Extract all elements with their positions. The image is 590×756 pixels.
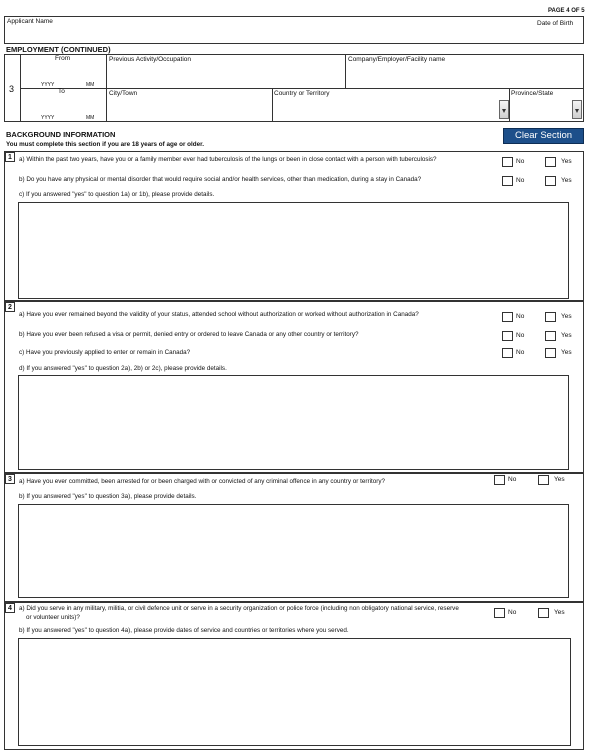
question-3-number: 3 <box>5 474 15 484</box>
q2c-no-checkbox[interactable] <box>502 348 513 358</box>
question-3a-text: a) Have you ever committed, been arrested for or been charged with or convicted of any criminal offence in any country or territory? <box>19 478 385 485</box>
to-yyyy-label: YYYY <box>41 115 55 121</box>
applicant-name-field[interactable] <box>4 16 584 44</box>
q4a-no-label: No <box>508 609 517 616</box>
q2a-no-label: No <box>516 313 525 320</box>
province-dropdown-arrow-icon[interactable] <box>572 100 582 119</box>
q3a-yes-checkbox[interactable] <box>538 475 549 485</box>
q1b-no-checkbox[interactable] <box>502 176 513 186</box>
previous-activity-label: Previous Activity/Occupation <box>109 56 192 63</box>
question-4a-text: a) Did you serve in any military, militia, or civil defence unit or serve in a security organization or police force (including non obligatory national service, reserve <box>19 605 459 612</box>
question-4a-text-continued: or volunteer units)? <box>26 614 80 621</box>
q4a-yes-label: Yes <box>554 609 565 616</box>
applicant-name-label: Applicant Name <box>7 18 53 25</box>
background-section-title: BACKGROUND INFORMATION <box>6 130 116 139</box>
question-2c-text: c) Have you previously applied to enter or remain in Canada? <box>19 349 191 356</box>
q4-details-textarea[interactable] <box>18 638 571 746</box>
q2c-yes-checkbox[interactable] <box>545 348 556 358</box>
question-4-number: 4 <box>5 603 15 613</box>
q3a-no-label: No <box>508 476 517 483</box>
from-mm-label: MM <box>86 82 95 88</box>
question-1a-text: a) Within the past two years, have you or a family member ever had tuberculosis of the lungs or been in close contact with a person with tuberculosis? <box>19 156 437 163</box>
question-2-number: 2 <box>5 302 15 312</box>
question-2a-text: a) Have you ever remained beyond the validity of your status, attended school without authorization or worked without authorization in Canada? <box>19 311 419 318</box>
q2b-no-checkbox[interactable] <box>502 331 513 341</box>
q1a-yes-label: Yes <box>561 158 572 165</box>
q2b-yes-checkbox[interactable] <box>545 331 556 341</box>
to-label: To <box>58 88 65 95</box>
to-mm-label: MM <box>86 115 95 121</box>
country-select[interactable] <box>273 89 508 121</box>
q2b-no-label: No <box>516 332 525 339</box>
employment-row-number: 3 <box>9 84 15 94</box>
q1a-no-label: No <box>516 158 525 165</box>
question-1b-text: b) Do you have any physical or mental disorder that would require social and/or health services, other than medication, during a stay in Canada? <box>19 176 422 183</box>
q4a-no-checkbox[interactable] <box>494 608 505 618</box>
q2b-yes-label: Yes <box>561 332 572 339</box>
company-label: Company/Employer/Facility name <box>348 56 446 63</box>
from-label: From <box>55 55 71 62</box>
company-field[interactable] <box>346 55 583 87</box>
q1a-no-checkbox[interactable] <box>502 157 513 167</box>
country-dropdown-arrow-icon[interactable] <box>499 100 509 119</box>
province-label: Province/State <box>511 90 554 97</box>
q3a-no-checkbox[interactable] <box>494 475 505 485</box>
q1b-yes-checkbox[interactable] <box>545 176 556 186</box>
q2c-yes-label: Yes <box>561 349 572 356</box>
question-3b-text: b) If you answered "yes" to question 3a), please provide details. <box>19 493 197 500</box>
q2c-no-label: No <box>516 349 525 356</box>
q1a-yes-checkbox[interactable] <box>545 157 556 167</box>
q1b-yes-label: Yes <box>561 177 572 184</box>
question-2d-text: d) If you answered "yes" to question 2a), 2b) or 2c), please provide details. <box>19 365 227 372</box>
q1b-no-label: No <box>516 177 525 184</box>
city-label: City/Town <box>109 90 138 97</box>
q2a-yes-label: Yes <box>561 313 572 320</box>
q2a-yes-checkbox[interactable] <box>545 312 556 322</box>
background-subtitle: You must complete this section if you are 18 years of age or older. <box>6 141 204 148</box>
question-2b-text: b) Have you ever been refused a visa or permit, denied entry or ordered to leave Canada or any other country or territory? <box>19 331 359 338</box>
q2-details-textarea[interactable] <box>18 375 569 470</box>
employment-section-title: EMPLOYMENT (CONTINUED) <box>6 45 111 54</box>
page-number: PAGE 4 OF 5 <box>548 8 585 14</box>
q4a-yes-checkbox[interactable] <box>538 608 549 618</box>
question-1-number: 1 <box>5 152 15 162</box>
date-of-birth-label: Date of Birth <box>537 20 574 27</box>
question-4b-text: b) If you answered "yes" to question 4a), please provide dates of service and countries or territories where you served. <box>19 627 349 634</box>
country-label: Country or Territory <box>274 90 330 97</box>
q2a-no-checkbox[interactable] <box>502 312 513 322</box>
q3-details-textarea[interactable] <box>18 504 569 598</box>
from-yyyy-label: YYYY <box>41 82 55 88</box>
q1-details-textarea[interactable] <box>18 202 569 299</box>
city-field[interactable] <box>107 89 271 121</box>
clear-section-button[interactable]: Clear Section <box>503 128 584 144</box>
previous-activity-field[interactable] <box>107 55 344 87</box>
q3a-yes-label: Yes <box>554 476 565 483</box>
question-1c-text: c) If you answered "yes" to question 1a) or 1b), please provide details. <box>19 191 215 198</box>
